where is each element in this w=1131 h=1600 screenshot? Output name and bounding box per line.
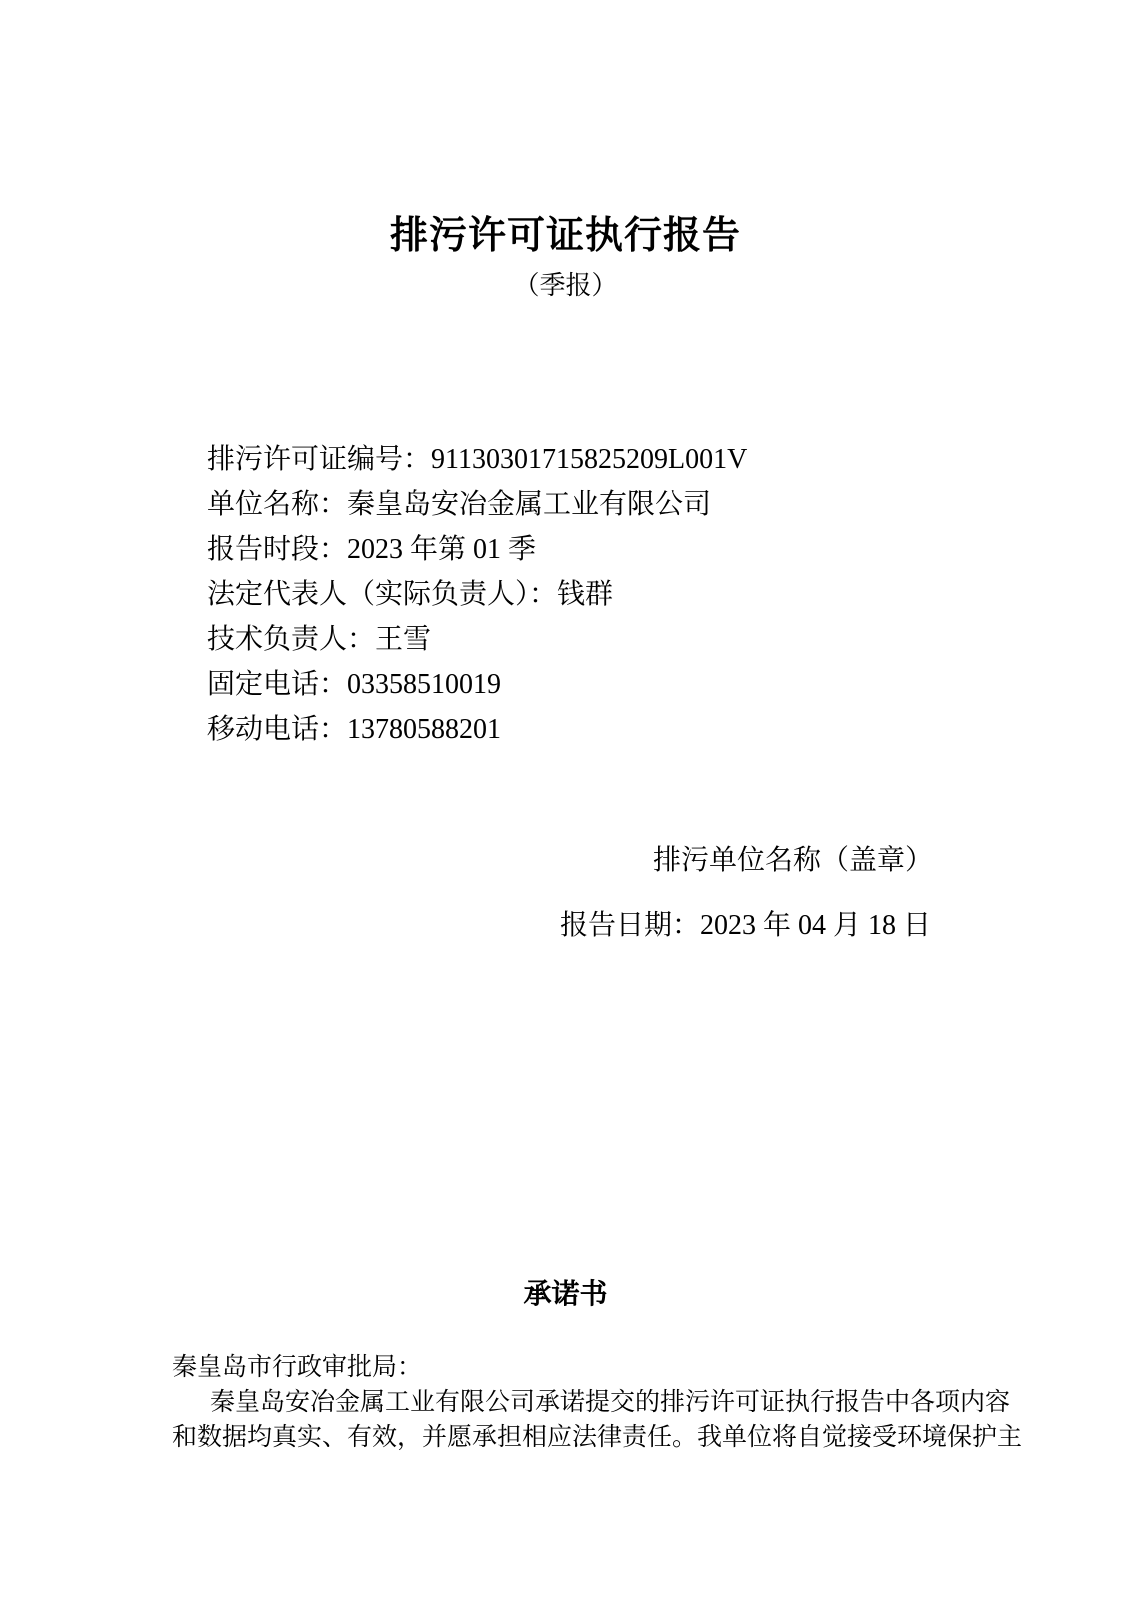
commitment-body-line: 和数据均真实、有效，并愿承担相应法律责任。我单位将自觉接受环境保护主	[172, 1424, 1023, 1451]
field-value: 秦皇岛安冶金属工业有限公司	[347, 489, 712, 520]
field-label: 移动电话：	[207, 714, 348, 745]
field-label: 排污许可证编号：	[207, 444, 432, 475]
field-value: 2023 年第 01 季	[347, 534, 537, 565]
field-value: 钱群	[557, 579, 614, 610]
field-label: 法定代表人（实际负责人）：	[207, 579, 558, 610]
info-row-mobile-phone	[207, 707, 747, 752]
report-subtitle: （季报）	[513, 271, 618, 300]
info-row-company-name	[207, 482, 747, 527]
info-row-report-period	[207, 527, 747, 572]
field-value: 91130301715825209L001V	[431, 444, 748, 475]
commitment-body-line: 秦皇岛安冶金属工业有限公司承诺提交的排污许可证执行报告中各项内容	[210, 1389, 1011, 1416]
field-value: 13780588201	[347, 714, 502, 745]
field-label: 报告时段：	[207, 534, 348, 565]
info-row-permit-number	[207, 437, 747, 482]
info-row-technical-manager	[207, 617, 747, 662]
field-label: 单位名称：	[207, 489, 348, 520]
report-date-line: 报告日期：2023 年 04 月 18 日	[560, 910, 932, 941]
commitment-salutation: 秦皇岛市行政审批局：	[172, 1354, 423, 1381]
info-row-fixed-phone	[207, 662, 747, 707]
commitment-letter-heading: 承诺书	[523, 1278, 608, 1309]
field-label: 技术负责人：	[207, 624, 376, 655]
report-title: 排污许可证执行报告	[389, 215, 741, 257]
permit-info-block	[207, 437, 747, 752]
info-row-legal-representative	[207, 572, 747, 617]
commitment-letter-body	[172, 1350, 1023, 1455]
field-label: 固定电话：	[207, 669, 348, 700]
field-value: 王雪	[375, 624, 432, 655]
unit-name-stamp-line: 排污单位名称（盖章）	[653, 845, 934, 876]
field-value: 03358510019	[347, 669, 502, 700]
